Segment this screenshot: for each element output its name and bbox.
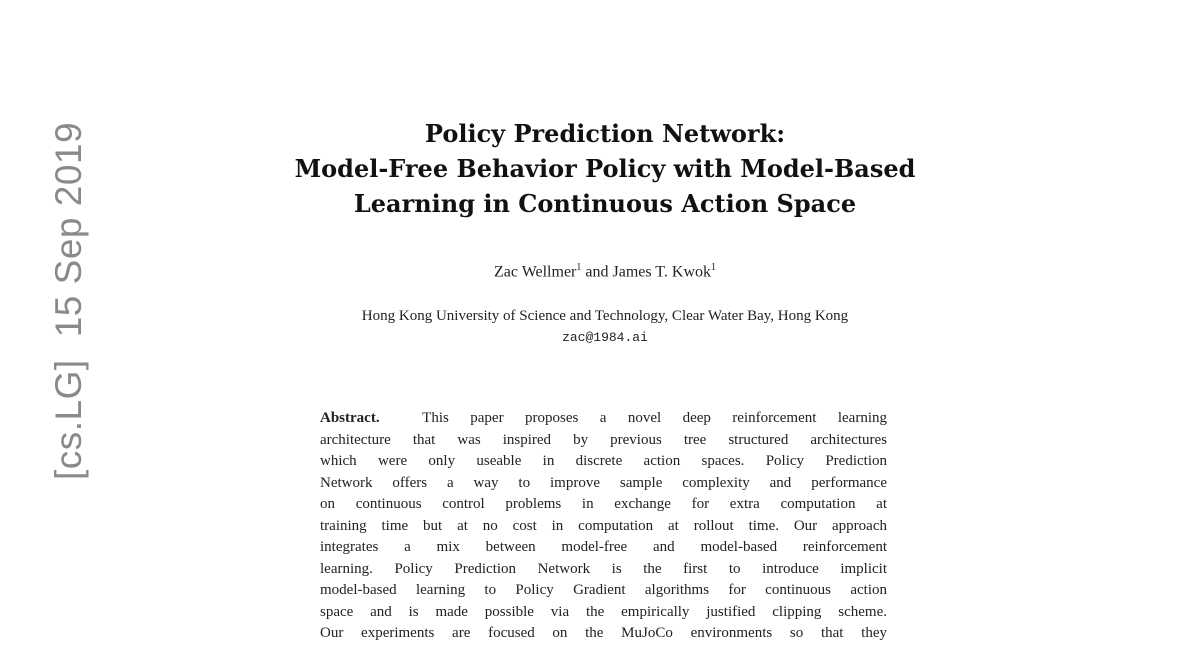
- abstract-line: training time but at no cost in computation at rollout time. Our approach: [320, 517, 887, 534]
- arxiv-sidebar-stamp: [48, 122, 90, 480]
- affiliation-block: [240, 306, 970, 348]
- abstract-line: model-based learning to Policy Gradient algorithms for continuous action: [320, 582, 887, 598]
- abstract: [320, 408, 887, 645]
- title-line: Learning in Continuous Action Space: [353, 189, 857, 218]
- arxiv-category: [cs.LG]: [48, 359, 89, 480]
- abstract-line: [320, 408, 887, 430]
- abstract-heading: Abstract.: [320, 410, 380, 426]
- author-list: [240, 262, 970, 281]
- abstract-line: space and is made possible via the empirically justified clipping scheme.: [320, 603, 887, 620]
- abstract-line: on continuous control problems in exchange for extra computation at: [320, 496, 887, 512]
- author-connector: and: [585, 263, 609, 281]
- affiliation-mark: 1: [711, 262, 716, 273]
- abstract-line: Network offers a way to improve sample complexity and performance: [320, 474, 887, 491]
- abstract-line: which were only useable in discrete action spaces. Policy Prediction: [320, 453, 887, 469]
- title-line: Model-Free Behavior Policy with Model-Based: [294, 154, 916, 183]
- author-email: zac@1984.ai: [562, 330, 648, 345]
- author-name: Zac Wellmer: [494, 263, 577, 281]
- abstract-line: architecture that was inspired by previous tree structured architectures: [320, 431, 887, 448]
- abstract-line: integrates a mix between model-free and model-based reinforcement: [320, 539, 887, 555]
- paper-title: [240, 116, 970, 221]
- arxiv-date: 15 Sep 2019: [48, 121, 89, 338]
- affiliation-mark: 1: [576, 262, 582, 273]
- title-line: Policy Prediction Network:: [424, 119, 786, 148]
- abstract-line: learning. Policy Prediction Network is the first to introduce implicit: [320, 560, 887, 577]
- abstract-text: This paper proposes a novel deep reinforcement learning: [422, 410, 887, 426]
- abstract-line: Our experiments are focused on the MuJoCo environments so that they: [320, 625, 887, 641]
- author-name: James T. Kwok: [612, 263, 711, 281]
- affiliation: Hong Kong University of Science and Technology, Clear Water Bay, Hong Kong: [361, 308, 849, 324]
